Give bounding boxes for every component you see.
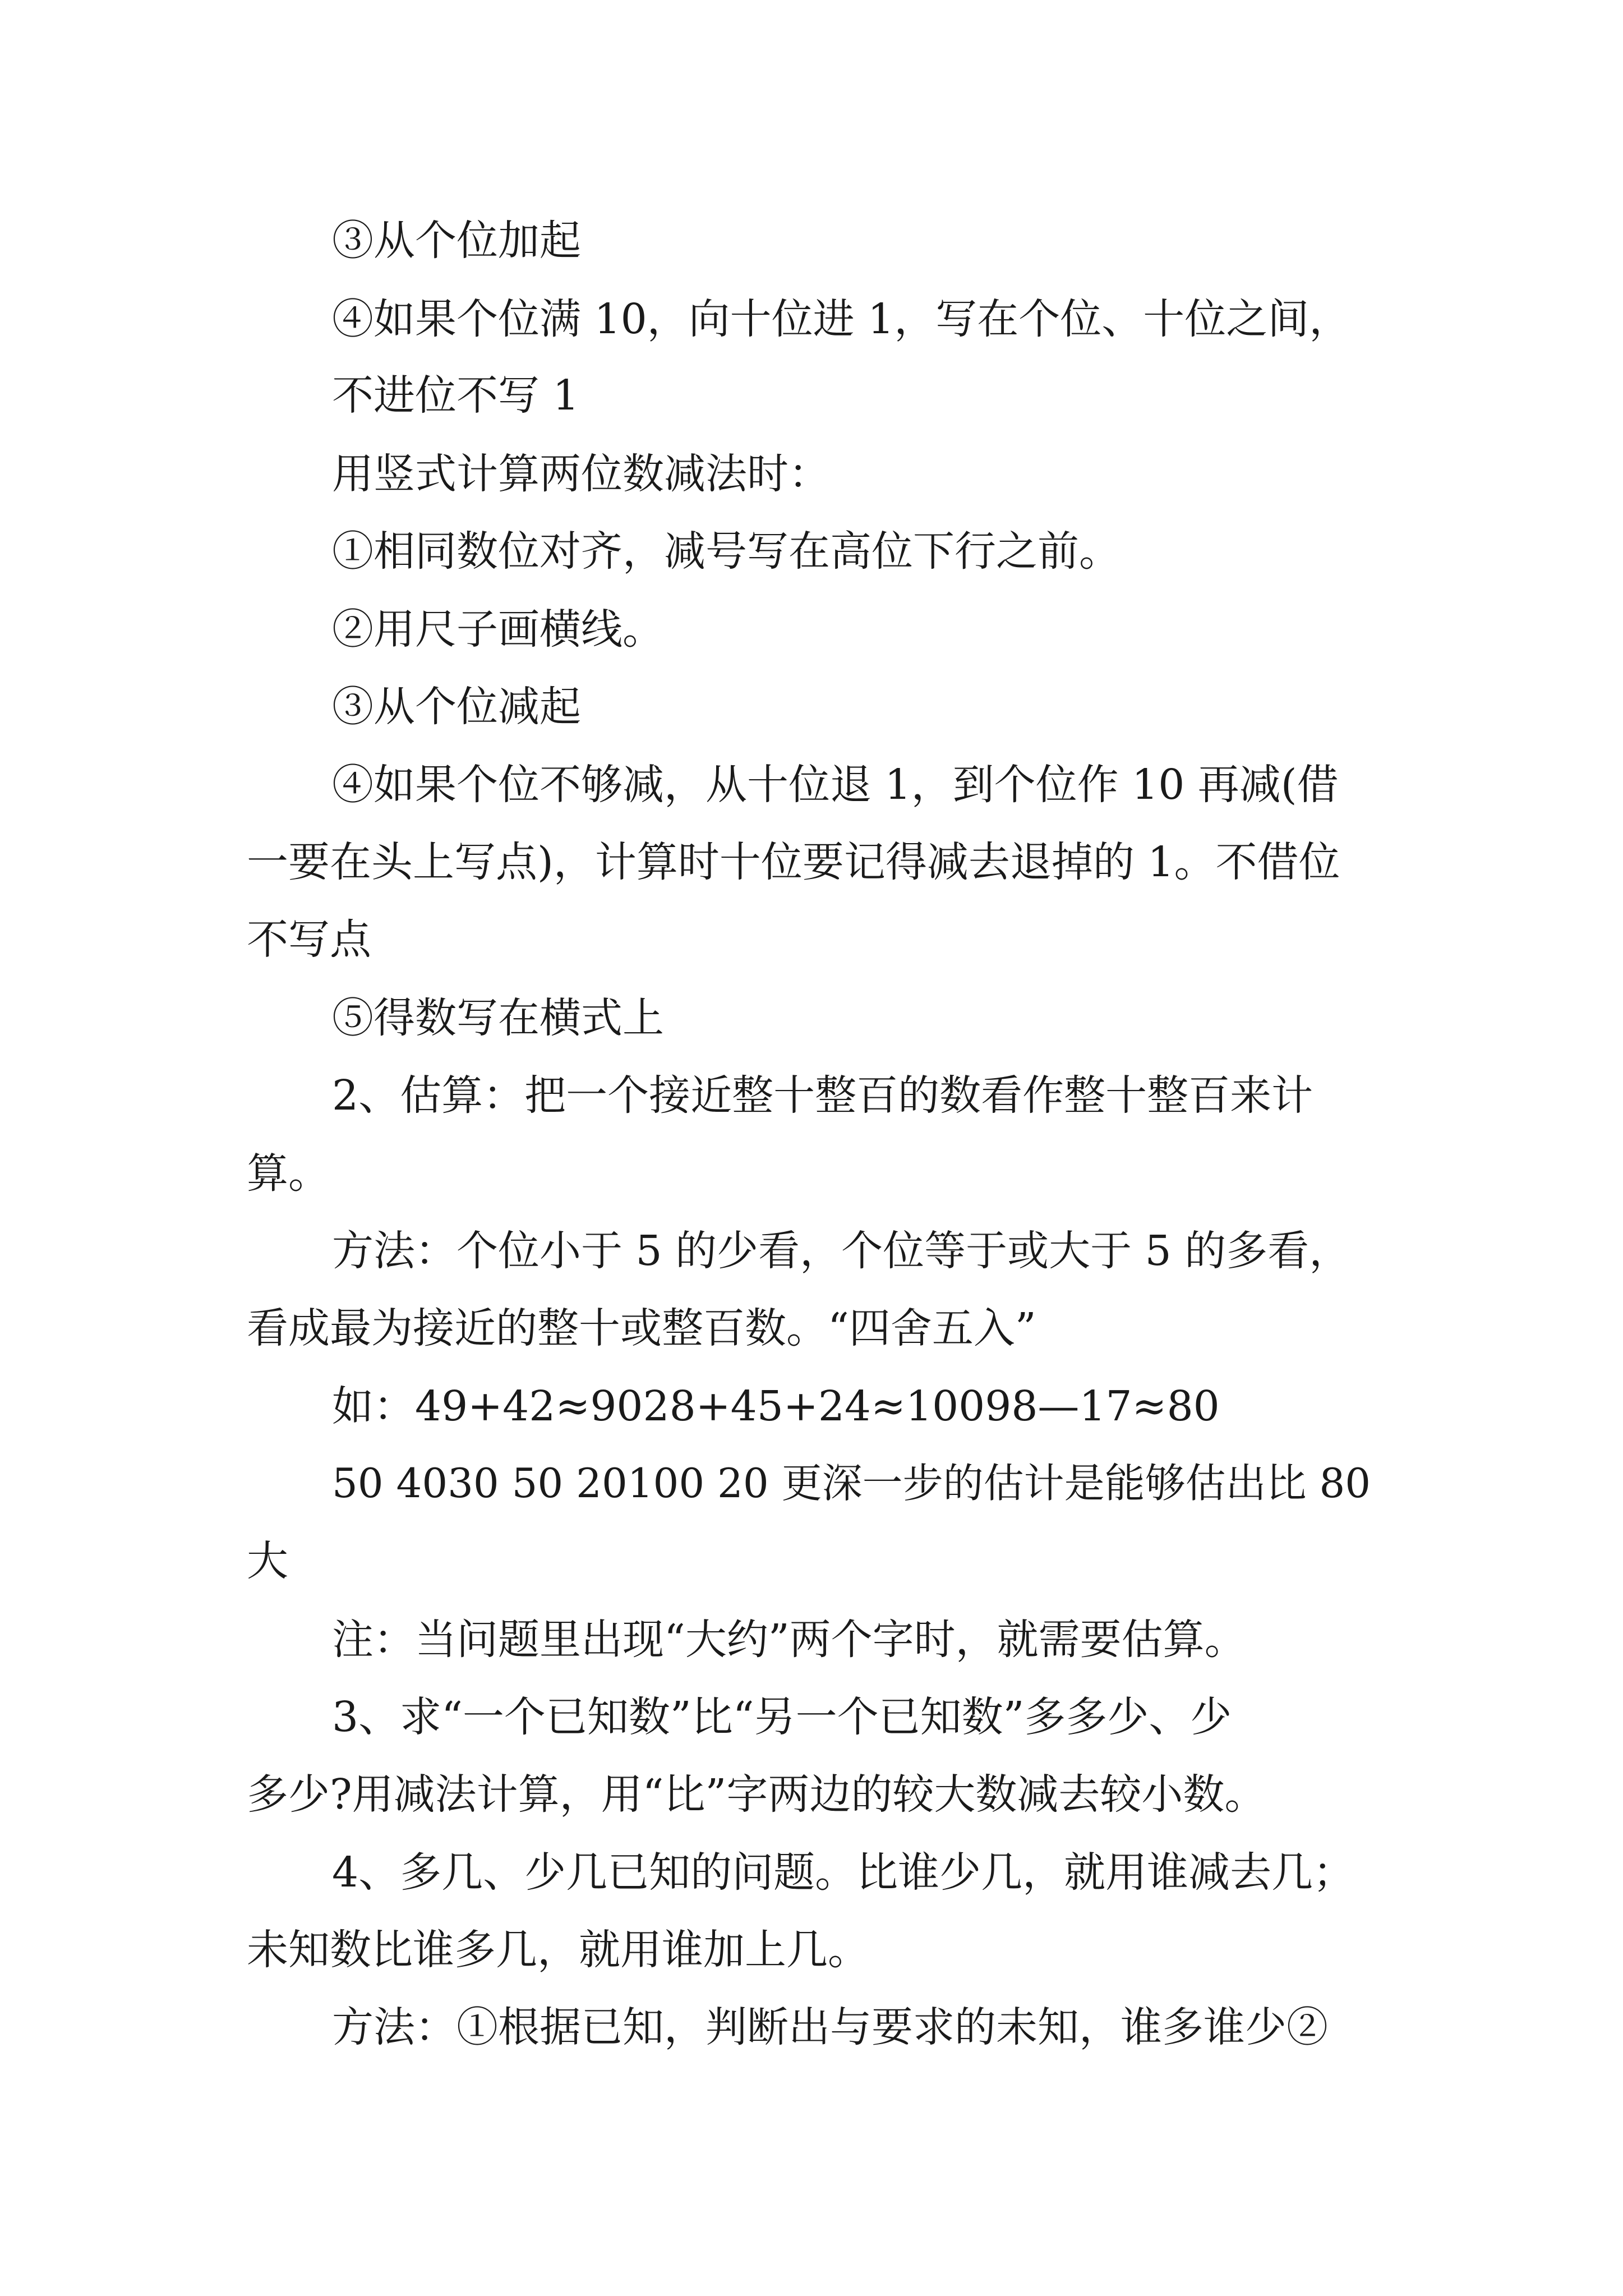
text-line: ⑤得数写在横式上 (332, 994, 664, 1042)
text-line: 看成最为接近的整十或整百数。“四舍五入” (247, 1304, 1036, 1352)
text-line: ③从个位加起 (332, 217, 581, 265)
text-line: 50 4030 50 20100 20 更深一步的估计是能够估出比 80 (332, 1460, 1371, 1507)
text-line: 一要在头上写点)，计算时十位要记得减去退掉的 1。不借位 (247, 838, 1340, 886)
text-line: 不写点 (247, 915, 371, 964)
text-line: 如：49+42≈9028+45+24≈10098—17≈80 (332, 1382, 1220, 1430)
text-line: ③从个位减起 (332, 683, 581, 731)
text-line: 大 (247, 1537, 288, 1585)
text-line: 不进位不写 1 (332, 371, 579, 420)
text-line: 4、多几、少几已知的问题。比谁少几，就用谁减去几； (332, 1848, 1355, 1897)
text-line: ④如果个位不够减，从十位退 1，到个位作 10 再减(借 (332, 761, 1339, 809)
text-line: ④如果个位满 10，向十位进 1，写在个位、十位之间， (332, 295, 1351, 343)
text-line: 方法：个位小于 5 的少看，个位等于或大于 5 的多看， (332, 1227, 1351, 1275)
text-line: 2、估算：把一个接近整十整百的数看作整十整百来计 (332, 1071, 1313, 1120)
text-line: 3、求“一个已知数”比“另一个已知数”多多少、少 (332, 1693, 1232, 1741)
text-line: ②用尺子画横线。 (332, 605, 664, 654)
text-line: 未知数比谁多几，就用谁加上几。 (247, 1926, 869, 1974)
text-line: 用竖式计算两位数减法时： (332, 450, 830, 498)
text-line: 方法：①根据已知，判断出与要求的未知，谁多谁少② (332, 2003, 1328, 2051)
text-line: ①相同数位对齐，减号写在高位下行之前。 (332, 527, 1121, 576)
text-line: 多少?用减法计算，用“比”字两边的较大数减去较小数。 (247, 1770, 1266, 1819)
text-line: 注：当问题里出现“大约”两个字时，就需要估算。 (332, 1616, 1246, 1664)
text-line: 算。 (247, 1149, 330, 1198)
